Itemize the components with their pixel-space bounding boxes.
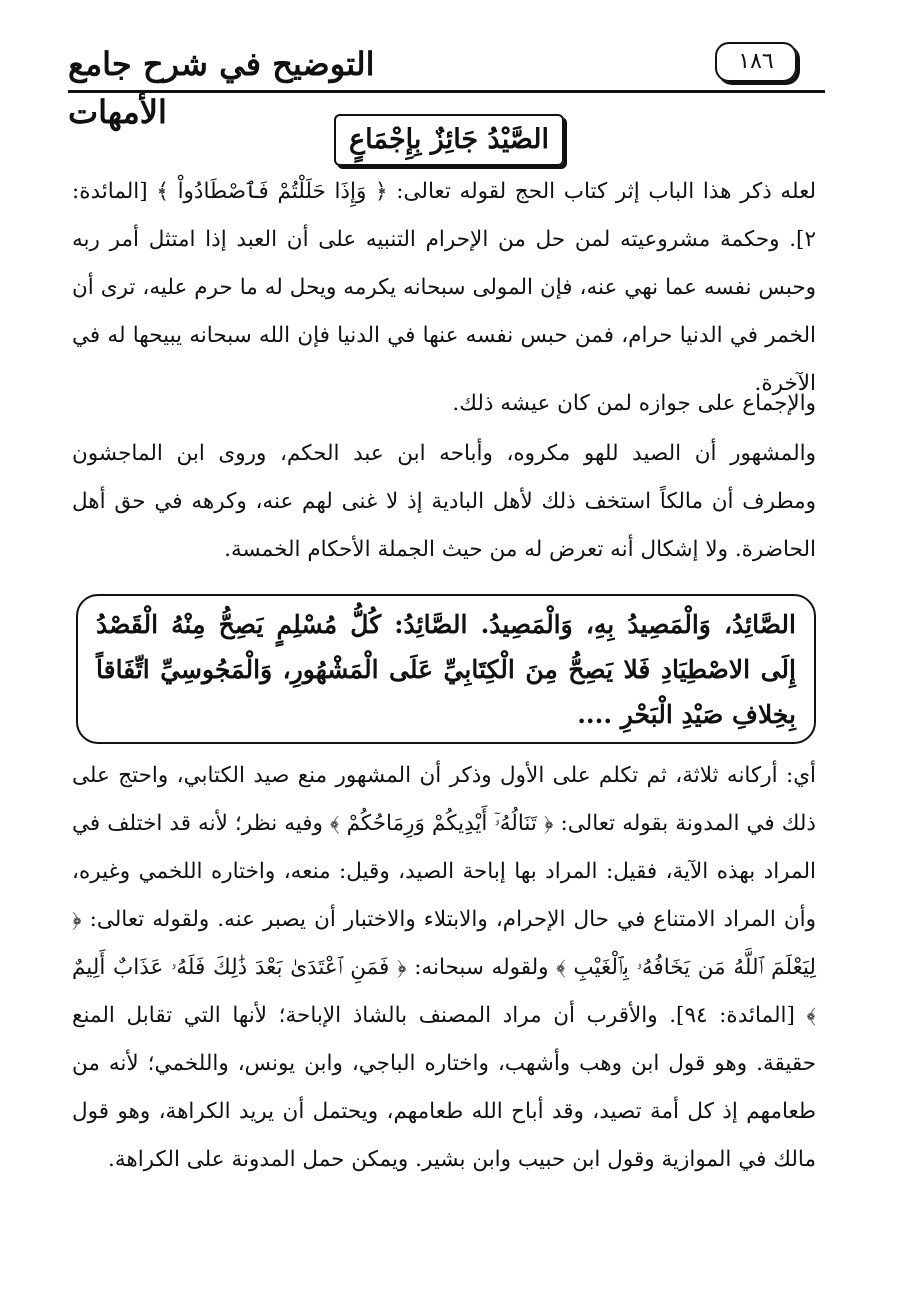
header-divider bbox=[68, 90, 825, 93]
matn-quote-box bbox=[76, 594, 816, 744]
page-header bbox=[68, 36, 825, 131]
matn-quote-text: الصَّائِدُ، وَالْمَصِيدُ بِهِ، وَالْمَصِيدُ. الصَّائِدُ: كُلُّ مُسْلِمٍ يَصِحُّ مِنْهُ الْقَصْدُ إِلَى الاصْطِيَادِ فَلا يَصِحُّ مِنَ الْكِتَابِيِّ عَلَى الْمَشْهُورِ، وَالْمَجُوسِيِّ اتِّفَاقاً بِخِلافِ صَيْدِ الْبَحْرِ .... bbox=[96, 610, 796, 729]
section-title: الصَّيْدُ جَائِزٌ بِإِجْمَاعٍ bbox=[334, 114, 564, 166]
intro-paragraph: لعله ذكر هذا الباب إثر كتاب الحج لقوله تعالى: ﴿ وَإِذَا حَلَلْتُمْ فَٱصْطَادُواْ ﴾ [المائدة: ٢]. وحكمة مشروعيته لمن حل من الإحرام التنبيه على أن العبد إذا امتثل أمر ربه وحبس نفسه عما نهي عنه، فإن المولى سبحانه يكرمه ويحل له ما حرم عليه، ترى أن الخمر في الدنيا حرام، فمن حبس نفسه عنها في الدنيا فإن الله سبحانه يبيحها له في الآخرة. bbox=[72, 179, 816, 396]
commentary-paragraph: أي: أركانه ثلاثة، ثم تكلم على الأول وذكر أن المشهور منع صيد الكتابي، واحتج على ذلك في المدونة بقوله تعالى: ﴿ تَنَالُهُۥٓ أَيْدِيكُمْ وَرِمَاحُكُمْ ﴾ وفيه نظر؛ لأنه قد اختلف في المراد بهذه الآية، فقيل: المراد بها إباحة الصيد، وقيل: منعه، واختاره اللخمي وغيره، وأن المراد الامتناع في حال الإحرام، والابتلاء والاختبار أن يصبر عنه. ولقوله تعالى: ﴿ لِيَعْلَمَ ٱللَّهُ مَن يَخَافُهُۥ بِٱلْغَيْبِ ﴾ ولقوله سبحانه: ﴿ فَمَنِ ٱعْتَدَىٰ بَعْدَ ذَٰلِكَ فَلَهُۥ عَذَابٌ أَلِيمٌ ﴾ [المائدة: ٩٤]. والأقرب أن مراد المصنف بالشاذ الإباحة؛ لأنها التي تقابل المنع حقيقة. وهو قول ابن وهب وأشهب، واختاره الباجي، وابن يونس، واللخمي؛ لأنه من طعامهم إذ كل أمة تصيد، وقد أباح الله طعامهم، ويحتمل أن يريد الكراهة، وهو قول مالك في الموازية وقول ابن حبيب وابن بشير. ويمكن حمل المدونة على الكراهة. bbox=[72, 763, 816, 1172]
page-number: ١٨٦ bbox=[715, 42, 797, 82]
ruling-paragraph: والمشهور أن الصيد للهو مكروه، وأباحه ابن عبد الحكم، وروى ابن الماجشون ومطرف أن مالكاً استخف ذلك لأهل البادية إذ لا غنى لهم عنه، وكرهه في حق أهل الحاضرة. ولا إشكال أنه تعرض له من حيث الجملة الأحكام الخمسة. bbox=[72, 441, 816, 562]
book-title: التوضيح في شرح جامع الأمهات bbox=[68, 45, 375, 131]
consensus-paragraph: والإجماع على جوازه لمن كان عيشه ذلك. bbox=[452, 391, 816, 416]
